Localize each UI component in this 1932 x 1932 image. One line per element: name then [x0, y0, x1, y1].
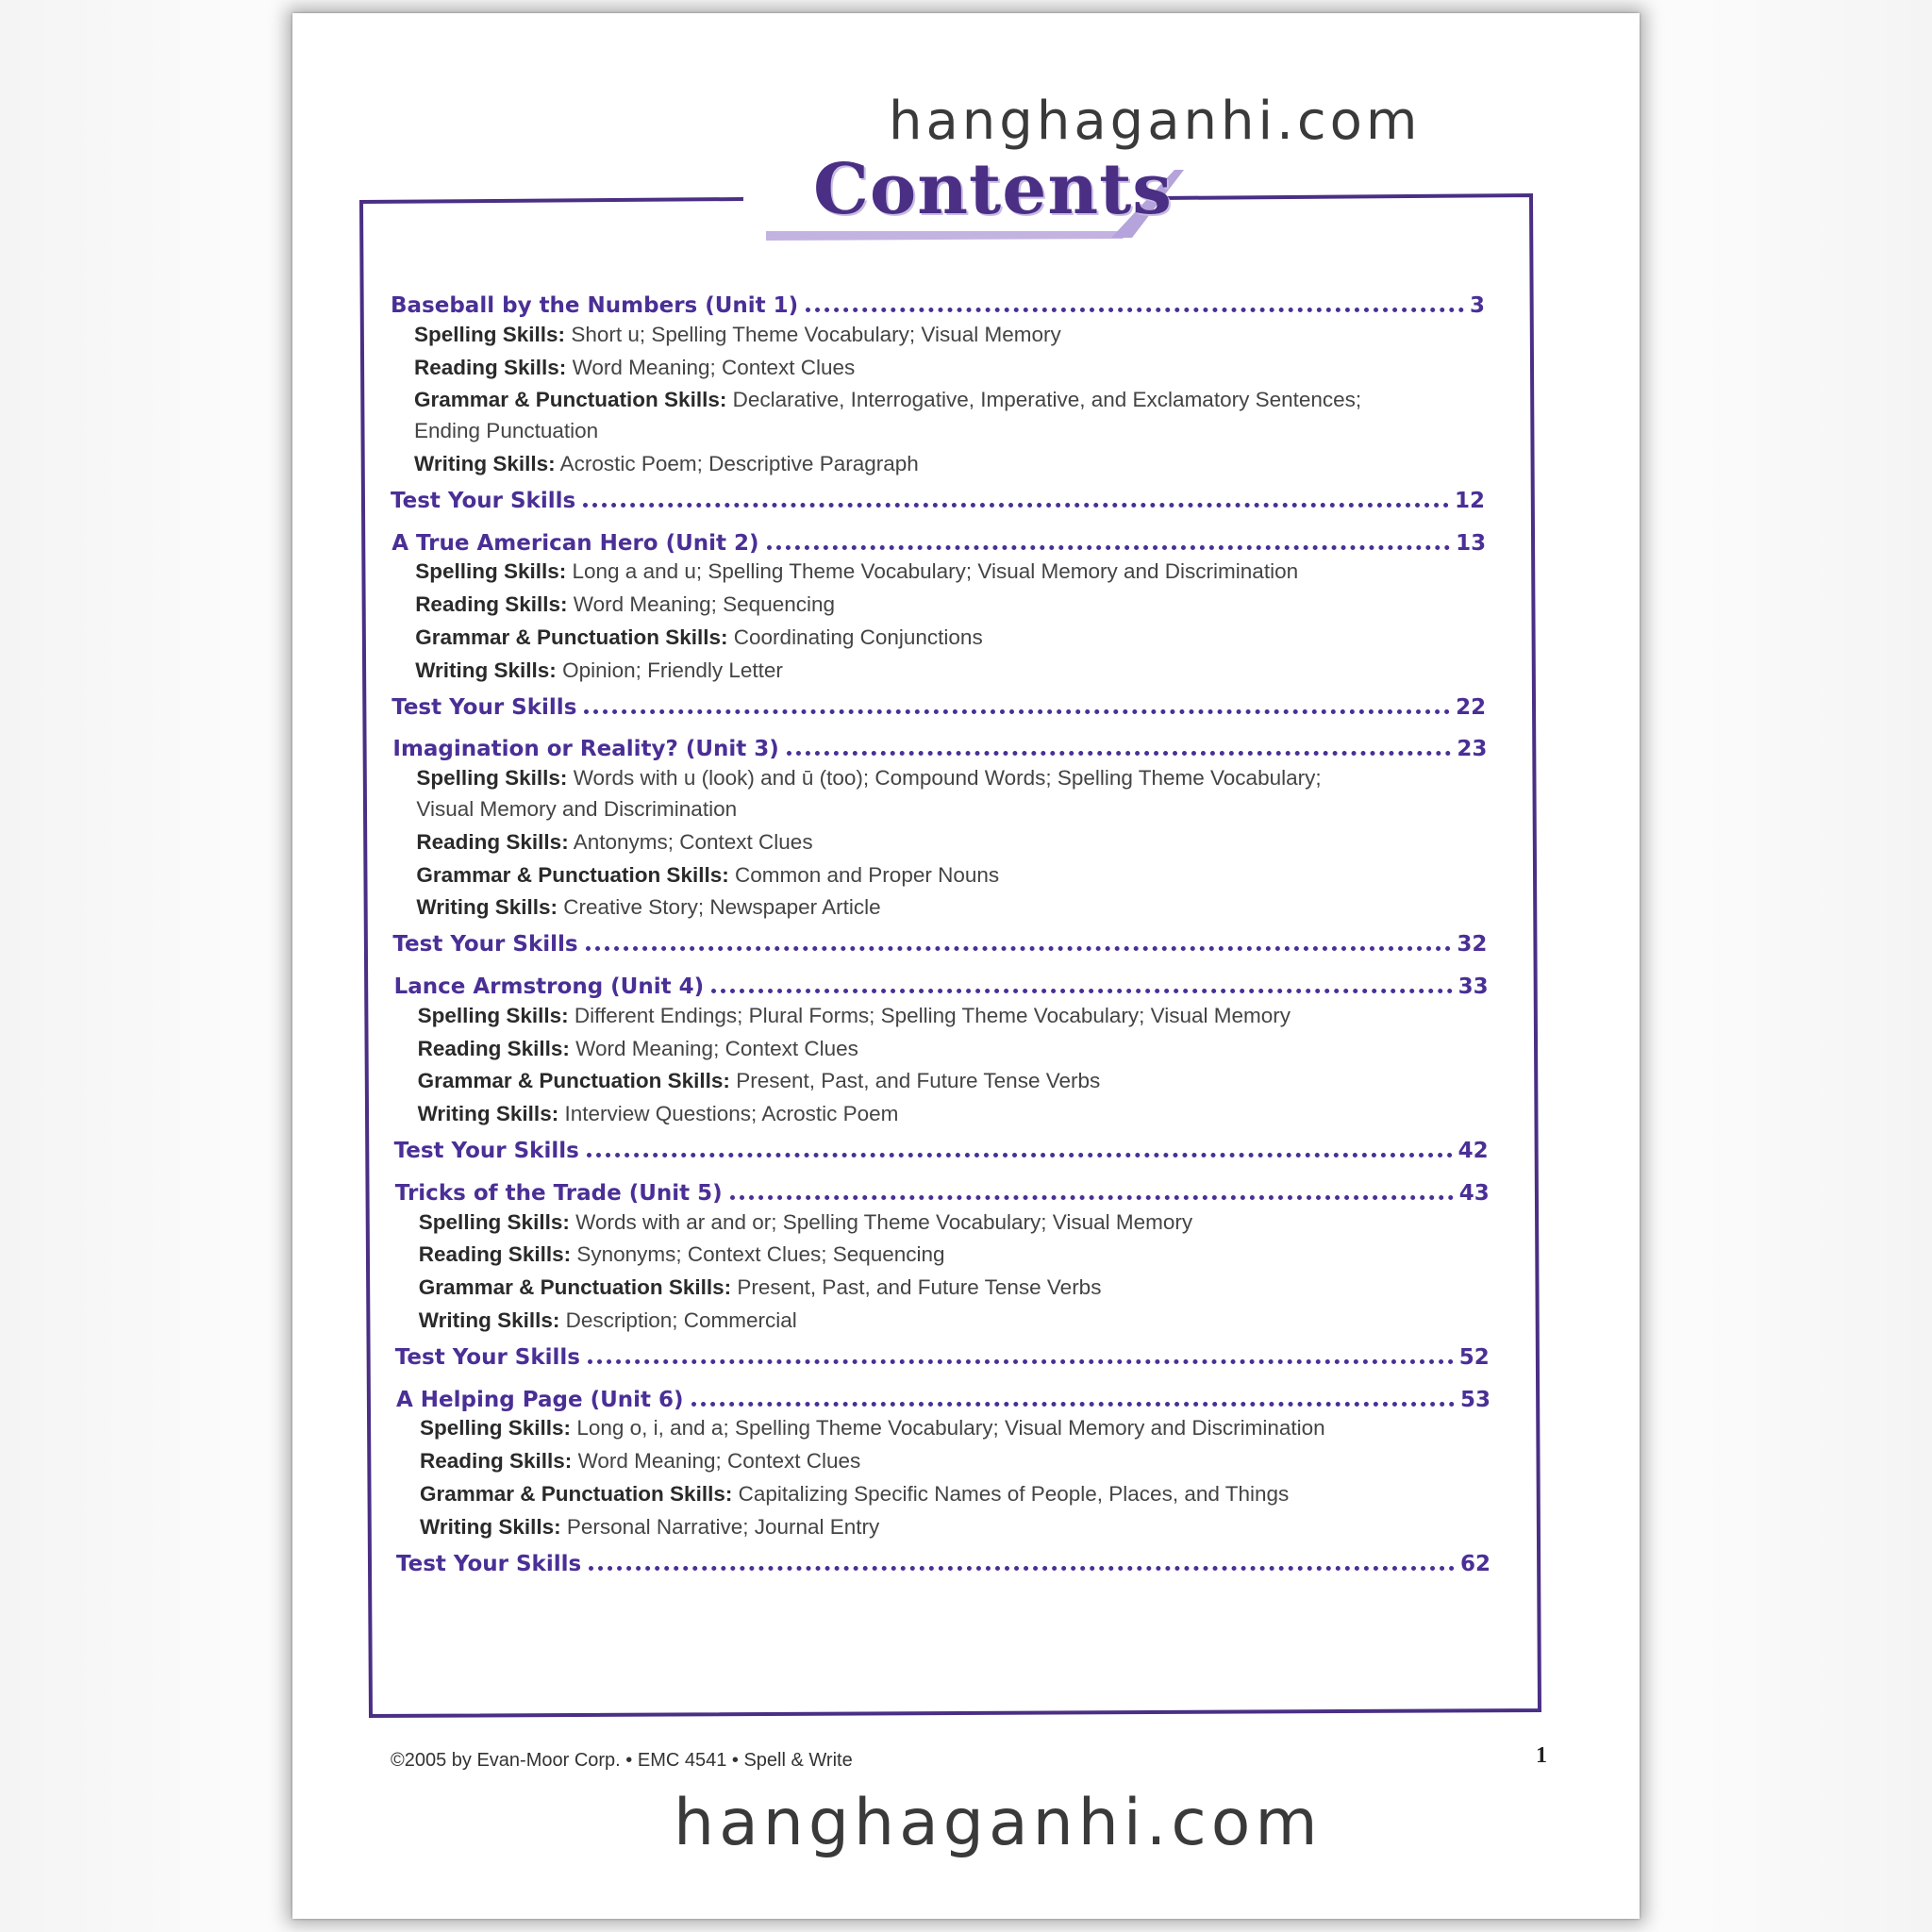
- skill-label: Reading Skills:: [415, 592, 568, 617]
- dot-leader: [586, 946, 1452, 951]
- dot-leader: [767, 545, 1451, 550]
- skill-line: [418, 1033, 858, 1065]
- unit-title: A Helping Page (Unit 6): [396, 1387, 684, 1412]
- skill-line: [420, 1412, 1325, 1444]
- unit-entry[interactable]: [396, 1380, 1491, 1412]
- skill-label: Grammar & Punctuation Skills:: [420, 1482, 733, 1506]
- skill-label: Writing Skills:: [416, 895, 558, 920]
- skill-text: Description; Commercial: [565, 1308, 797, 1332]
- unit-title: Tricks of the Trade (Unit 5): [394, 1180, 723, 1206]
- dot-leader: [588, 1359, 1454, 1364]
- test-page-number: 52: [1458, 1344, 1490, 1370]
- skill-label: Writing Skills:: [418, 1308, 560, 1332]
- skill-text: Acrostic Poem; Descriptive Paragraph: [559, 452, 919, 475]
- skill-label: Writing Skills:: [415, 658, 557, 682]
- skill-line: [414, 352, 855, 384]
- skill-line: [419, 1305, 797, 1337]
- skill-text: Synonyms; Context Clues; Sequencing: [576, 1242, 945, 1267]
- test-title: Test Your Skills: [391, 488, 576, 513]
- skill-label: Spelling Skills:: [417, 1003, 569, 1027]
- skill-text: Different Endings; Plural Forms; Spelling Theme Vocabulary; Visual Memory: [574, 1003, 1291, 1027]
- skill-line: [420, 1445, 860, 1477]
- skill-line: [414, 319, 1061, 351]
- skill-line: [416, 762, 1321, 794]
- skill-line: [419, 1207, 1192, 1239]
- skill-line: [418, 1065, 1101, 1097]
- skill-text: Declarative, Interrogative, Imperative, and Exclamatory Sentences;: [732, 388, 1362, 412]
- test-title: Test Your Skills: [391, 694, 577, 720]
- unit-entry[interactable]: [391, 286, 1485, 318]
- skill-label: Spelling Skills:: [418, 1209, 570, 1234]
- skill-continuation: [416, 793, 737, 825]
- skill-label: Writing Skills:: [417, 1102, 559, 1126]
- test-page-number: 32: [1457, 932, 1488, 958]
- skill-label: Spelling Skills:: [414, 322, 566, 346]
- skill-label: Grammar & Punctuation Skills:: [416, 862, 729, 887]
- skill-line: [415, 589, 835, 621]
- copyright-footer: ©2005 by Evan-Moor Corp. • EMC 4541 • Spell & Write: [391, 1750, 853, 1771]
- test-page-number: 22: [1456, 694, 1487, 720]
- skill-label: Reading Skills:: [416, 829, 569, 854]
- test-page-number: 42: [1457, 1139, 1489, 1163]
- test-entry[interactable]: [396, 1544, 1491, 1576]
- unit-entry[interactable]: [391, 524, 1486, 556]
- unit-page-number: 53: [1459, 1387, 1491, 1412]
- watermark-top: hanghaganhi.com: [889, 91, 1422, 152]
- unit-title: Lance Armstrong (Unit 4): [393, 974, 705, 999]
- unit-page-number: 13: [1456, 530, 1487, 556]
- skill-text: Long o, i, and a; Spelling Theme Vocabulary; Visual Memory and Discrimination: [576, 1416, 1325, 1441]
- test-entry[interactable]: [392, 924, 1487, 957]
- skill-text: Short u; Spelling Theme Vocabulary; Visual Memory: [571, 322, 1061, 346]
- unit-title: Imagination or Reality? (Unit 3): [392, 737, 779, 762]
- unit-entry[interactable]: [395, 1174, 1490, 1206]
- test-entry[interactable]: [391, 481, 1485, 513]
- skill-label: Reading Skills:: [418, 1242, 572, 1267]
- skill-continuation: [414, 415, 598, 447]
- skill-text: Word Meaning; Context Clues: [577, 1449, 861, 1474]
- test-entry[interactable]: [395, 1338, 1490, 1370]
- dot-leader: [806, 308, 1464, 312]
- skill-text: Antonyms; Context Clues: [573, 829, 813, 854]
- skill-line: [414, 384, 1361, 416]
- skill-text: Creative Story; Newspaper Article: [563, 895, 881, 920]
- skill-label: Reading Skills:: [414, 355, 567, 379]
- dot-leader: [583, 503, 1449, 508]
- dot-leader: [711, 989, 1452, 993]
- skill-text: Interview Questions; Acrostic Poem: [564, 1102, 899, 1126]
- skill-label: Writing Skills:: [414, 452, 556, 475]
- skill-text: Common and Proper Nouns: [734, 862, 1000, 887]
- test-entry[interactable]: [391, 688, 1486, 720]
- test-page-number: 12: [1454, 488, 1485, 513]
- test-title: Test Your Skills: [392, 932, 578, 958]
- skill-text: Long a and u; Spelling Theme Vocabulary; Visual Memory and Discrimination: [572, 559, 1299, 584]
- skill-line: [414, 448, 919, 480]
- dot-leader: [691, 1402, 1455, 1407]
- skill-label: Reading Skills:: [420, 1449, 573, 1474]
- skill-text: Word Meaning; Context Clues: [575, 1036, 858, 1060]
- skill-label: Spelling Skills:: [416, 766, 568, 791]
- page-number: 1: [1536, 1743, 1547, 1768]
- watermark-bottom: hanghaganhi.com: [674, 1786, 1323, 1860]
- skill-text: Words with ar and or; Spelling Theme Vocabulary; Visual Memory: [575, 1209, 1193, 1234]
- skill-text: Ending Punctuation: [414, 419, 599, 443]
- skill-line: [418, 1098, 899, 1130]
- skill-text: Capitalizing Specific Names of People, Places, and Things: [738, 1482, 1290, 1506]
- skill-line: [418, 1000, 1291, 1032]
- skill-text: Present, Past, and Future Tense Verbs: [737, 1275, 1102, 1300]
- dot-leader: [730, 1195, 1454, 1200]
- skill-line: [416, 826, 812, 858]
- skill-text: Words with u (look) and ū (too); Compound Words; Spelling Theme Vocabulary;: [573, 766, 1322, 791]
- skill-line: [416, 859, 999, 891]
- unit-title: A True American Hero (Unit 2): [391, 530, 759, 556]
- dot-leader: [587, 1153, 1453, 1158]
- skill-label: Grammar & Punctuation Skills:: [414, 388, 727, 412]
- skill-text: Personal Narrative; Journal Entry: [566, 1514, 880, 1539]
- unit-page-number: 43: [1458, 1180, 1490, 1206]
- unit-page-number: 3: [1469, 293, 1485, 318]
- test-title: Test Your Skills: [396, 1551, 582, 1576]
- skill-line: [420, 1478, 1289, 1510]
- unit-page-number: 33: [1457, 974, 1489, 999]
- skill-text: Visual Memory and Discrimination: [416, 797, 738, 821]
- skill-text: Present, Past, and Future Tense Verbs: [736, 1069, 1101, 1093]
- unit-title: Baseball by the Numbers (Unit 1): [391, 293, 799, 318]
- skill-line: [419, 1272, 1102, 1304]
- skill-label: Spelling Skills:: [415, 559, 567, 584]
- skill-label: Spelling Skills:: [420, 1416, 572, 1441]
- test-title: Test Your Skills: [394, 1344, 580, 1370]
- skill-label: Reading Skills:: [417, 1036, 570, 1060]
- test-page-number: 62: [1459, 1551, 1491, 1576]
- dot-leader: [584, 709, 1450, 714]
- contents-heading: Contents: [813, 149, 1173, 230]
- unit-page-number: 23: [1457, 737, 1488, 762]
- skill-line: [415, 622, 983, 654]
- dot-leader: [589, 1566, 1455, 1571]
- skill-line: [415, 655, 783, 687]
- skill-line: [415, 556, 1298, 588]
- skill-text: Word Meaning; Context Clues: [572, 355, 856, 379]
- skill-label: Grammar & Punctuation Skills:: [418, 1275, 732, 1300]
- test-entry[interactable]: [394, 1131, 1489, 1163]
- skill-line: [420, 1511, 879, 1543]
- skill-text: Opinion; Friendly Letter: [562, 658, 783, 682]
- skill-line: [416, 891, 880, 924]
- skill-text: Word Meaning; Sequencing: [573, 592, 836, 617]
- dot-leader: [787, 751, 1452, 756]
- skill-label: Grammar & Punctuation Skills:: [417, 1069, 730, 1093]
- skill-label: Writing Skills:: [420, 1514, 561, 1539]
- skill-line: [419, 1239, 945, 1271]
- unit-entry[interactable]: [394, 967, 1489, 999]
- skill-label: Grammar & Punctuation Skills:: [415, 625, 728, 649]
- skill-text: Coordinating Conjunctions: [733, 625, 983, 649]
- test-title: Test Your Skills: [393, 1139, 579, 1163]
- unit-entry[interactable]: [392, 729, 1487, 761]
